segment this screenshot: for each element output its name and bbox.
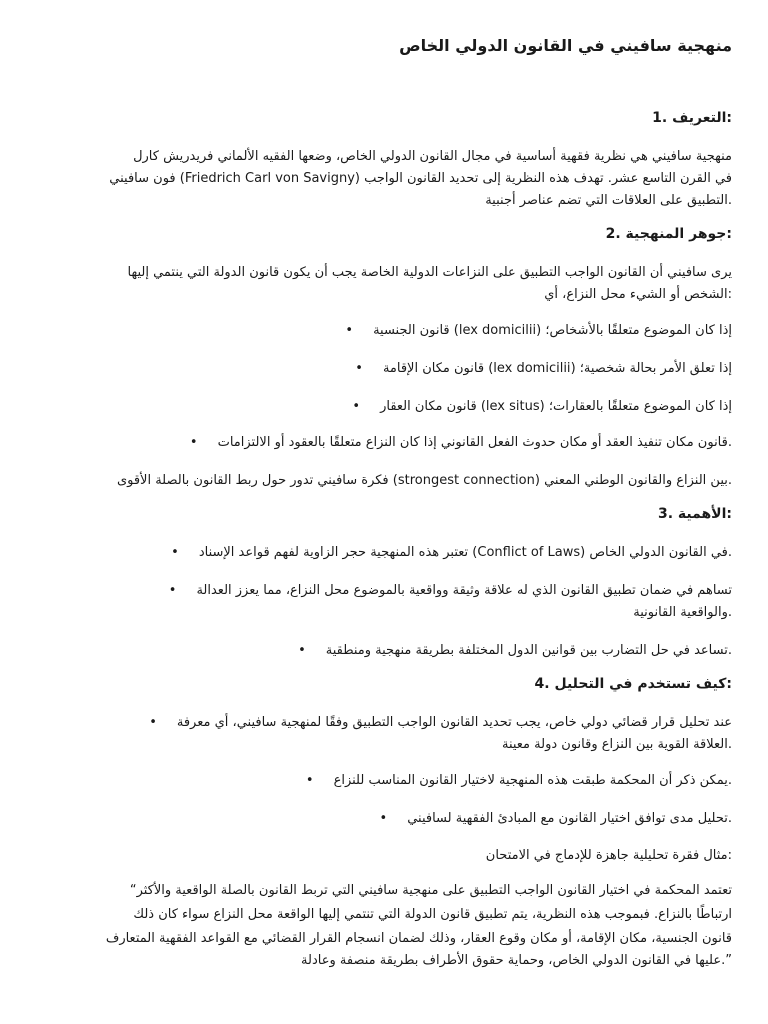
example-paragraph-line: قانون الجنسية، مكان الإقامة، أو مكان وقوع العقار، وذلك لضمان انسجام القرار القضائي مع القواعد الفقهية المتعارف: [105, 931, 732, 946]
section-heading-essence: :جوهر المنهجية .2: [605, 226, 732, 242]
list-item: [36, 542, 732, 564]
example-paragraph-line: ارتباطًا بالنزاع. فبموجب هذه النظرية، يتم تطبيق قانون الدولة التي تنتمي إليها الواقعة محل النزاع سواء كان ذلك: [133, 907, 732, 922]
list-item-text: .في القانون الدولي الخاص (Conflict of Laws) تعتبر هذه المنهجية حجر الزاوية لفهم قواعد الإسناد: [198, 545, 732, 560]
list-item: [36, 770, 732, 792]
list-item-text: عند تحليل قرار قضائي دولي خاص، يجب تحديد القانون الواجب التطبيق وفقًا لمنهجية سافيني، أي معرفة: [176, 715, 732, 730]
bullet-icon: •: [355, 361, 363, 376]
bullet-icon: •: [171, 545, 179, 560]
section-heading-importance: :الأهمية .3: [657, 506, 732, 522]
list-item-text: .قانون مكان تنفيذ العقد أو مكان حدوث الفعل القانوني إذا كان النزاع متعلقًا بالعقود أو الالتزامات: [217, 435, 732, 450]
list-item: [36, 640, 732, 662]
example-paragraph-line: ”.عليها في القانون الدولي الخاص، وحماية حقوق الأطراف بطريقة منصفة وعادلة: [301, 953, 732, 968]
bullet-icon: •: [168, 583, 177, 598]
list-item-text: إذا كان الموضوع متعلقًا بالأشخاص؛ (lex domicilii) قانون الجنسية: [373, 323, 732, 338]
paragraph-line: يرى سافيني أن القانون الواجب التطبيق على النزاعات الدولية الخاصة يجب أن يكون قانون الدولة التي ينتمي إليها: [127, 265, 732, 280]
bullet-icon: •: [298, 643, 306, 658]
list-item-text: .تساعد في حل التضارب بين قوانين الدول المختلفة بطريقة منهجية ومنطقية: [325, 643, 732, 658]
list-item: [36, 808, 732, 830]
paragraph-line: .والواقعية القانونية: [633, 605, 732, 620]
list-item: [36, 432, 732, 454]
paragraph-line: .بين النزاع والقانون الوطني المعني (strongest connection) فكرة سافيني تدور حول ربط القانون بالصلة الأقوى: [116, 473, 732, 488]
list-item: [36, 712, 732, 734]
list-item: [36, 580, 732, 602]
example-label: :مثال فقرة تحليلية جاهزة للإدماج في الامتحان: [485, 848, 732, 863]
page-title: منهجية سافيني في القانون الدولي الخاص: [399, 36, 732, 55]
document-page: [36, 0, 732, 1024]
list-item-text: إذا كان الموضوع متعلقًا بالعقارات؛ (lex situs) قانون مكان العقار: [380, 399, 732, 414]
bullet-icon: •: [352, 399, 361, 414]
bullet-icon: •: [149, 715, 157, 730]
paragraph-line: .العلاقة القوية بين النزاع وقانون دولة معينة: [501, 737, 732, 752]
paragraph-line: منهجية سافيني هي نظرية فقهية أساسية في مجال القانون الدولي الخاص، وضعها الفقيه الألماني فريدريش كارل: [133, 149, 732, 164]
list-item: [36, 396, 732, 418]
paragraph-line: .التطبيق على العلاقات التي تضم عناصر أجنبية: [485, 193, 732, 208]
list-item-text: .يمكن ذكر أن المحكمة طبقت هذه المنهجية لاختيار القانون المناسب للنزاع: [333, 773, 732, 788]
list-item: [36, 320, 732, 342]
paragraph-line: في القرن التاسع عشر. تهدف هذه النظرية إلى تحديد القانون الواجب (Friedrich Carl von Savigny) فون سافيني: [109, 171, 732, 186]
section-heading-usage: :كيف تستخدم في التحليل .4: [534, 676, 732, 692]
bullet-icon: •: [379, 811, 388, 826]
bullet-icon: •: [189, 435, 198, 450]
section-heading-definition: :التعريف .1: [652, 110, 732, 126]
list-item-text: تساهم في ضمان تطبيق القانون الذي له علاقة وثيقة وواقعية بالموضوع محل النزاع، مما يعزز العدالة: [196, 583, 732, 598]
list-item: [36, 358, 732, 380]
paragraph-line: :الشخص أو الشيء محل النزاع، أي: [544, 287, 732, 302]
list-item-text: إذا تعلق الأمر بحالة شخصية؛ (lex domicilii) قانون مكان الإقامة: [382, 361, 732, 376]
example-paragraph-line: تعتمد المحكمة في اختيار القانون الواجب التطبيق على منهجية سافيني التي تربط القانون بالصلة الواقعية والأكثر“: [129, 883, 732, 898]
bullet-icon: •: [305, 773, 314, 788]
bullet-icon: •: [345, 323, 354, 338]
list-item-text: .تحليل مدى توافق اختيار القانون مع المبادئ الفقهية لسافيني: [407, 811, 732, 826]
